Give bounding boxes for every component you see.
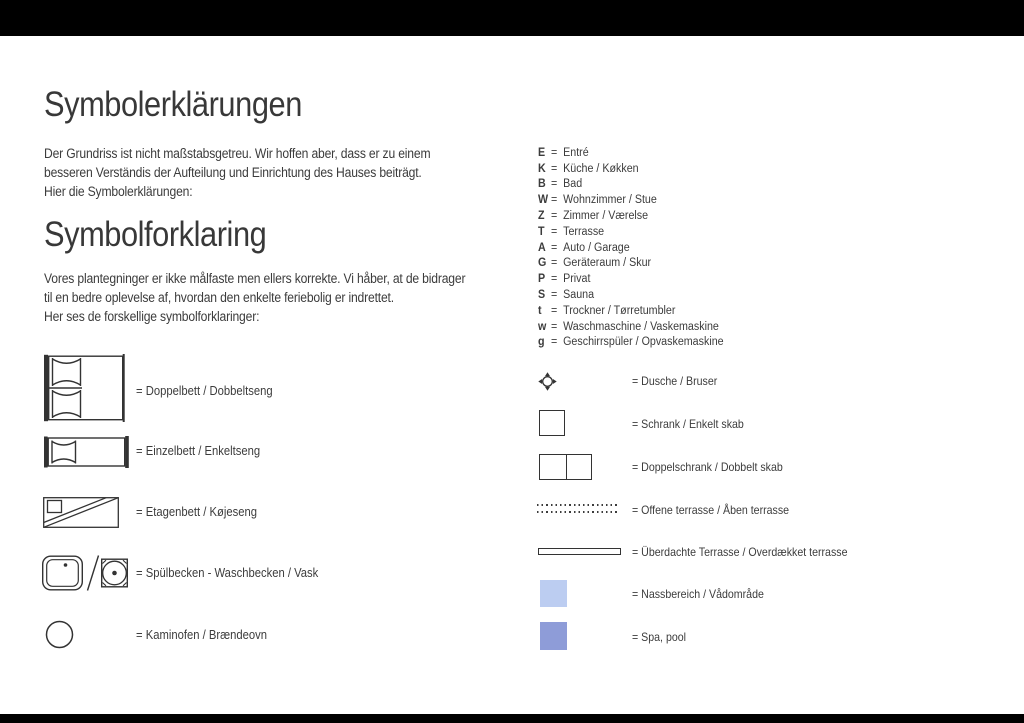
code-row <box>538 303 724 319</box>
code-label: Auto / Garage <box>563 241 630 254</box>
code-letter: W <box>538 194 549 207</box>
equals-sign: = <box>551 320 558 333</box>
single-cabinet-label: = Schrank / Enkelt skab <box>632 417 744 431</box>
code-letter: g <box>538 336 545 349</box>
single-cabinet-icon <box>539 410 565 436</box>
equals-sign: = <box>551 257 558 270</box>
equals-sign: = <box>551 336 558 349</box>
intro-german-line: besseren Verständis der Aufteilung und Einrichtung des Hauses beiträgt. <box>44 165 422 180</box>
equals-sign: = <box>551 210 558 223</box>
code-letter: K <box>538 162 546 175</box>
code-letter: S <box>538 289 546 302</box>
code-row <box>538 319 724 335</box>
code-label: Geräteraum / Skur <box>563 257 652 270</box>
double-bed-icon <box>44 354 126 422</box>
wet-area-label: = Nassbereich / Vådområde <box>632 587 764 601</box>
heading-danish: Symbolforklaring <box>44 215 267 254</box>
code-row <box>538 177 724 193</box>
code-row <box>538 240 724 256</box>
code-letter: w <box>538 320 547 333</box>
code-label: Bad <box>563 178 583 191</box>
wood-stove-label: = Kaminofen / Brændeovn <box>136 628 268 642</box>
equals-sign: = <box>551 304 558 317</box>
code-label: Trockner / Tørretumbler <box>563 304 676 317</box>
heading-german: Symbolerklärungen <box>44 85 302 124</box>
double-cabinet-label: = Doppelschrank / Dobbelt skab <box>632 460 783 474</box>
equals-sign: = <box>551 194 558 207</box>
intro-danish-line: til en bedre oplevelse af, hvordan den enkelte feriebolig er indrettet. <box>44 290 394 305</box>
wood-stove-icon <box>45 620 74 649</box>
intro-german <box>44 144 430 201</box>
equals-sign: = <box>551 162 558 175</box>
sink-label: = Spülbecken - Waschbecken / Vask <box>136 566 319 580</box>
code-label: Privat <box>563 273 591 286</box>
code-letter: G <box>538 257 547 270</box>
equals-sign: = <box>551 225 558 238</box>
sink-icon <box>42 554 128 592</box>
code-letter: A <box>538 241 546 254</box>
intro-danish <box>44 269 465 326</box>
code-label: Wohnzimmer / Stue <box>563 194 657 207</box>
spa-pool-label: = Spa, pool <box>632 630 687 644</box>
shower-icon <box>538 372 557 391</box>
code-label: Geschirrspüler / Opvaskemaskine <box>563 336 724 349</box>
code-row <box>538 271 724 287</box>
code-label: Terrasse <box>563 225 605 238</box>
equals-sign: = <box>551 146 558 159</box>
equals-sign: = <box>551 178 558 191</box>
equals-sign: = <box>551 289 558 302</box>
code-letter: P <box>538 273 546 286</box>
wet-area-swatch <box>540 580 567 607</box>
dotted-line <box>537 511 620 513</box>
bunk-bed-label: = Etagenbett / Køjeseng <box>136 505 258 519</box>
code-row <box>538 256 724 272</box>
code-row <box>538 287 724 303</box>
equals-sign: = <box>551 241 558 254</box>
code-row <box>538 192 724 208</box>
double-cabinet-icon <box>539 454 592 480</box>
code-label: Küche / Køkken <box>563 162 639 175</box>
spa-pool-swatch <box>540 622 567 650</box>
single-bed-icon <box>44 436 129 468</box>
code-row <box>538 335 724 351</box>
intro-danish-line: Vores plantegninger er ikke målfaste men ellers korrekte. Vi håber, at de bidrager <box>44 271 466 286</box>
intro-danish-line: Her ses de forskellige symbolforklaringer: <box>44 309 260 324</box>
bunk-bed-icon <box>43 497 119 528</box>
open-terrace-label: = Offene terrasse / Åben terrasse <box>632 503 790 517</box>
code-letter: t <box>538 304 542 317</box>
code-label: Entré <box>563 146 589 159</box>
intro-german-line: Der Grundriss ist nicht maßstabsgetreu. Wir hoffen aber, dass er zu einem <box>44 146 431 161</box>
dotted-line <box>537 504 620 506</box>
code-row <box>538 161 724 177</box>
cabinet-divider <box>566 455 567 479</box>
covered-terrace-label: = Überdachte Terrasse / Overdækket terrasse <box>632 545 848 559</box>
page-top-frame-bar <box>0 0 1024 36</box>
shower-label: = Dusche / Bruser <box>632 374 718 388</box>
intro-german-line: Hier die Symbolerklärungen: <box>44 184 193 199</box>
code-letter: B <box>538 178 546 191</box>
code-letter: T <box>538 225 545 238</box>
single-bed-label: = Einzelbett / Enkeltseng <box>136 444 261 458</box>
code-label: Sauna <box>563 289 595 302</box>
code-label: Zimmer / Værelse <box>563 210 649 223</box>
code-row <box>538 208 724 224</box>
code-row <box>538 145 724 161</box>
code-letter: Z <box>538 210 545 223</box>
equals-sign: = <box>551 273 558 286</box>
double-bed-label: = Doppelbett / Dobbeltseng <box>136 384 273 398</box>
covered-terrace-icon <box>538 548 621 555</box>
code-row <box>538 224 724 240</box>
page-bottom-frame-bar <box>0 714 1024 723</box>
letter-code-list <box>538 145 738 350</box>
code-label: Waschmaschine / Vaskemaskine <box>563 320 719 333</box>
code-letter: E <box>538 146 546 159</box>
